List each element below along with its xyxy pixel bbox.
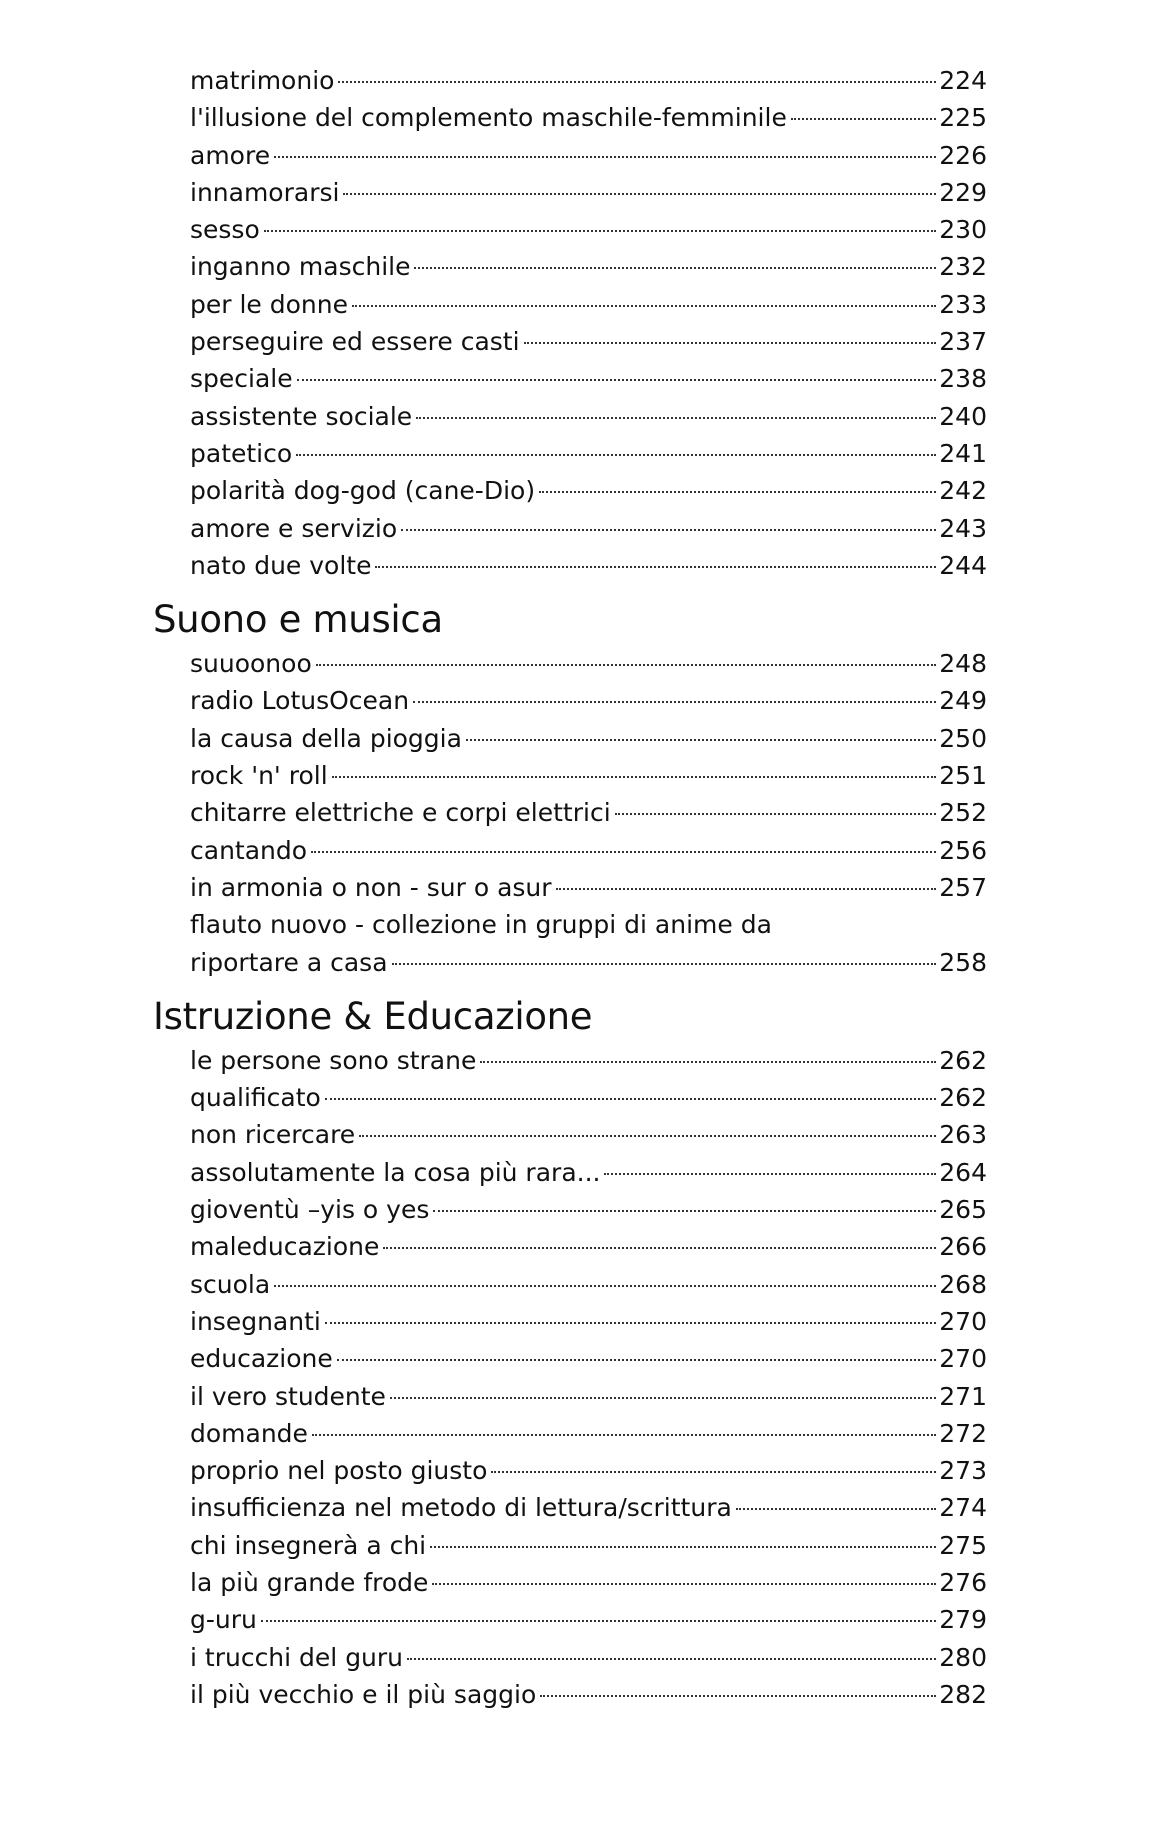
dot-leader (359, 1135, 936, 1137)
entry-line (190, 174, 987, 211)
section-heading: Istruzione & Educazione (153, 994, 593, 1038)
entry-title: matrimonio (190, 66, 335, 95)
toc-entry[interactable] (190, 645, 987, 682)
entry-line (190, 1266, 987, 1303)
dot-leader (383, 1247, 936, 1249)
entry-title: in armonia o non - sur o asur (190, 872, 552, 902)
dot-leader (316, 664, 937, 666)
dot-leader (332, 776, 937, 778)
toc-entry[interactable] (190, 1042, 987, 1079)
dot-leader (540, 1695, 936, 1697)
entry-title: sesso (190, 215, 260, 245)
toc-entry[interactable] (190, 323, 987, 360)
entry-line (190, 360, 987, 397)
toc-entry[interactable] (190, 1639, 987, 1676)
dot-leader (375, 566, 936, 568)
entry-line (190, 547, 987, 584)
entry-title: i trucchi del guru (190, 1642, 404, 1672)
entry-line (190, 398, 987, 435)
dot-leader (401, 529, 936, 531)
entry-line (190, 1191, 987, 1228)
entry-title: amore e servizio (190, 513, 398, 543)
dot-leader (466, 739, 936, 741)
entry-title: innamorarsi (190, 177, 340, 207)
page-number: 279 (939, 1605, 987, 1635)
entry-title: proprio nel posto giusto (190, 1456, 488, 1486)
toc-entry[interactable] (190, 174, 987, 211)
entry-line (190, 944, 987, 981)
page-number: 262 (939, 1083, 987, 1113)
toc-entry[interactable] (190, 682, 987, 719)
dot-leader (556, 888, 937, 890)
dot-leader (433, 1210, 936, 1212)
toc-entry[interactable] (190, 757, 987, 794)
entry-title: assolutamente la cosa più rara... (190, 1157, 601, 1187)
page-number: 270 (939, 1306, 987, 1336)
toc-entry[interactable] (190, 286, 987, 323)
toc-entry[interactable] (190, 547, 987, 584)
page-number: 276 (939, 1567, 987, 1597)
dot-leader (430, 1546, 936, 1548)
entry-line (190, 62, 987, 99)
entry-title: chi insegnerà a chi (190, 1530, 427, 1560)
entry-title: non ricercare (190, 1120, 356, 1150)
page-number: 262 (939, 1045, 987, 1075)
page-number: 258 (939, 947, 987, 977)
toc-entry[interactable] (190, 1079, 987, 1116)
page-number: 233 (939, 289, 987, 319)
dot-leader (352, 305, 936, 307)
toc-entry-list (0, 62, 1170, 584)
page-number: 274 (939, 1493, 987, 1523)
page-number: 241 (939, 438, 987, 468)
entry-line (190, 137, 987, 174)
toc-entry[interactable] (190, 869, 987, 906)
entry-title: scuola (190, 1269, 271, 1299)
toc-entry[interactable] (190, 1340, 987, 1377)
dot-leader (338, 81, 936, 83)
page-number: 243 (939, 513, 987, 543)
page-number: 240 (939, 401, 987, 431)
entry-title: per le donne (190, 289, 348, 319)
entry-title: la causa della pioggia (190, 723, 462, 753)
entry-line (190, 832, 987, 869)
dot-leader (325, 1322, 936, 1324)
page-number: 268 (939, 1269, 987, 1299)
page-number: 270 (939, 1344, 987, 1374)
toc-entry[interactable] (190, 794, 987, 831)
toc-entry[interactable] (190, 906, 987, 981)
entry-line (190, 1116, 987, 1153)
page-number: 257 (939, 872, 987, 902)
entry-title: perseguire ed essere casti (190, 327, 520, 357)
dot-leader (413, 701, 936, 703)
toc-entry[interactable] (190, 1154, 987, 1191)
page-number: 280 (939, 1642, 987, 1672)
toc-entry[interactable] (190, 832, 987, 869)
entry-title: nato due volte (190, 550, 372, 580)
entry-title: cantando (190, 835, 308, 865)
page-number: 252 (939, 798, 987, 828)
toc-entry[interactable] (190, 398, 987, 435)
entry-line (190, 1527, 987, 1564)
toc-entry[interactable] (190, 1191, 987, 1228)
page-number: 256 (939, 835, 987, 865)
entry-title: l'illusione del complemento maschile-femminile (190, 103, 787, 133)
toc-entry[interactable] (190, 1676, 987, 1713)
dot-leader (311, 851, 936, 853)
entry-title: rock 'n' roll (190, 761, 328, 791)
dot-leader (480, 1061, 936, 1063)
toc-entry[interactable] (190, 360, 987, 397)
entry-line (190, 645, 987, 682)
entry-line (190, 1340, 987, 1377)
entry-title: amore (190, 140, 271, 170)
toc-entry[interactable] (190, 1116, 987, 1153)
section-heading: Suono e musica (153, 598, 443, 642)
toc-entry[interactable] (190, 1266, 987, 1303)
entry-title: le persone sono strane (190, 1045, 477, 1075)
entry-line (190, 248, 987, 285)
entry-line (190, 323, 987, 360)
page-number: 244 (939, 550, 987, 580)
entry-line (190, 211, 987, 248)
toc-entry[interactable] (190, 435, 987, 472)
page-number: 263 (939, 1120, 987, 1150)
entry-title: insegnanti (190, 1306, 321, 1336)
dot-leader (390, 1397, 936, 1399)
entry-line (190, 286, 987, 323)
entry-line (190, 1154, 987, 1191)
entry-title: riportare a casa (190, 947, 388, 977)
entry-title: suuoonoo (190, 649, 312, 679)
entry-title: educazione (190, 1344, 333, 1374)
toc-entry[interactable] (190, 720, 987, 757)
entry-line (190, 472, 987, 509)
entry-title: chitarre elettriche e corpi elettrici (190, 798, 611, 828)
page-number: 282 (939, 1679, 987, 1709)
entry-line (190, 1489, 987, 1526)
entry-title: gioventù –yis o yes (190, 1195, 430, 1225)
entry-title: polarità dog-god (cane-Dio) (190, 476, 536, 506)
toc-entry[interactable] (190, 211, 987, 248)
toc-entry[interactable] (190, 1452, 987, 1489)
entry-title: la più grande frode (190, 1567, 429, 1597)
entry-line (190, 99, 987, 136)
entry-line (190, 720, 987, 757)
toc-entry[interactable] (190, 1527, 987, 1564)
page-number: 232 (939, 252, 987, 282)
entry-title-first-line: flauto nuovo - collezione in gruppi di anime da (190, 910, 772, 940)
page-number: 272 (939, 1418, 987, 1448)
entry-line (190, 794, 987, 831)
page-number: 238 (939, 364, 987, 394)
dot-leader (539, 491, 936, 493)
entry-line (190, 869, 987, 906)
dot-leader (297, 379, 937, 381)
page-number: 273 (939, 1456, 987, 1486)
entry-title: g-uru (190, 1605, 257, 1635)
toc-entry[interactable] (190, 248, 987, 285)
toc-entry[interactable] (190, 1228, 987, 1265)
dot-leader (261, 1620, 936, 1622)
page-number: 266 (939, 1232, 987, 1262)
toc-entry[interactable] (190, 1378, 987, 1415)
page-number: 275 (939, 1530, 987, 1560)
dot-leader (791, 118, 936, 120)
dot-leader (264, 230, 937, 232)
dot-leader (325, 1098, 936, 1100)
page-number: 229 (939, 177, 987, 207)
dot-leader (414, 267, 936, 269)
toc-entry[interactable] (190, 99, 987, 136)
toc-entry[interactable] (190, 510, 987, 547)
entry-line (190, 1042, 987, 1079)
toc-section (0, 595, 1170, 981)
dot-leader (407, 1658, 936, 1660)
toc-entry[interactable] (190, 472, 987, 509)
entry-title: maleducazione (190, 1232, 380, 1262)
dot-leader (524, 342, 937, 344)
page-number: 225 (939, 103, 987, 133)
dot-leader (337, 1359, 937, 1361)
dot-leader (736, 1508, 936, 1510)
toc-section (0, 992, 1170, 1713)
dot-leader (416, 417, 936, 419)
page-number: 265 (939, 1195, 987, 1225)
dot-leader (604, 1173, 936, 1175)
toc-entry[interactable] (190, 1489, 987, 1526)
dot-leader (296, 454, 936, 456)
page-number: 251 (939, 761, 987, 791)
entry-line (190, 510, 987, 547)
entry-line (190, 1079, 987, 1116)
entry-title: speciale (190, 364, 293, 394)
page-number: 230 (939, 215, 987, 245)
dot-leader (274, 1285, 936, 1287)
page-number: 226 (939, 140, 987, 170)
dot-leader (491, 1471, 936, 1473)
entry-line (190, 1378, 987, 1415)
entry-line (190, 1564, 987, 1601)
entry-line (190, 682, 987, 719)
toc-entry[interactable] (190, 1303, 987, 1340)
entry-line (190, 1452, 987, 1489)
entry-line (190, 1601, 987, 1638)
dot-leader (343, 193, 936, 195)
toc-entry[interactable] (190, 1601, 987, 1638)
entry-title: domande (190, 1418, 308, 1448)
page-number: 224 (939, 66, 987, 95)
entry-line (190, 1303, 987, 1340)
entry-line (190, 435, 987, 472)
dot-leader (312, 1434, 936, 1436)
toc-entry[interactable] (190, 1564, 987, 1601)
entry-title: inganno maschile (190, 252, 411, 282)
entry-title: il più vecchio e il più saggio (190, 1679, 537, 1709)
toc-entry[interactable] (190, 137, 987, 174)
entry-title: il vero studente (190, 1381, 386, 1411)
page-number: 271 (939, 1381, 987, 1411)
entry-title: radio LotusOcean (190, 686, 410, 716)
entry-title: assistente sociale (190, 401, 413, 431)
page-number: 242 (939, 476, 987, 506)
entry-title: insufficienza nel metodo di lettura/scrittura (190, 1493, 732, 1523)
dot-leader (615, 813, 937, 815)
entry-line (190, 1415, 987, 1452)
page-number: 264 (939, 1157, 987, 1187)
page-number: 237 (939, 327, 987, 357)
page-number: 248 (939, 649, 987, 679)
dot-leader (432, 1583, 936, 1585)
entry-title: patetico (190, 438, 293, 468)
page-number: 249 (939, 686, 987, 716)
toc-entry[interactable] (190, 1415, 987, 1452)
entry-line (190, 1676, 987, 1713)
dot-leader (392, 963, 937, 965)
entry-line (190, 757, 987, 794)
table-of-contents (0, 62, 1170, 1713)
page-number: 250 (939, 723, 987, 753)
entry-line (190, 1228, 987, 1265)
toc-entry[interactable] (190, 62, 987, 99)
entry-title: qualificato (190, 1083, 321, 1113)
dot-leader (274, 156, 936, 158)
entry-line (190, 1639, 987, 1676)
